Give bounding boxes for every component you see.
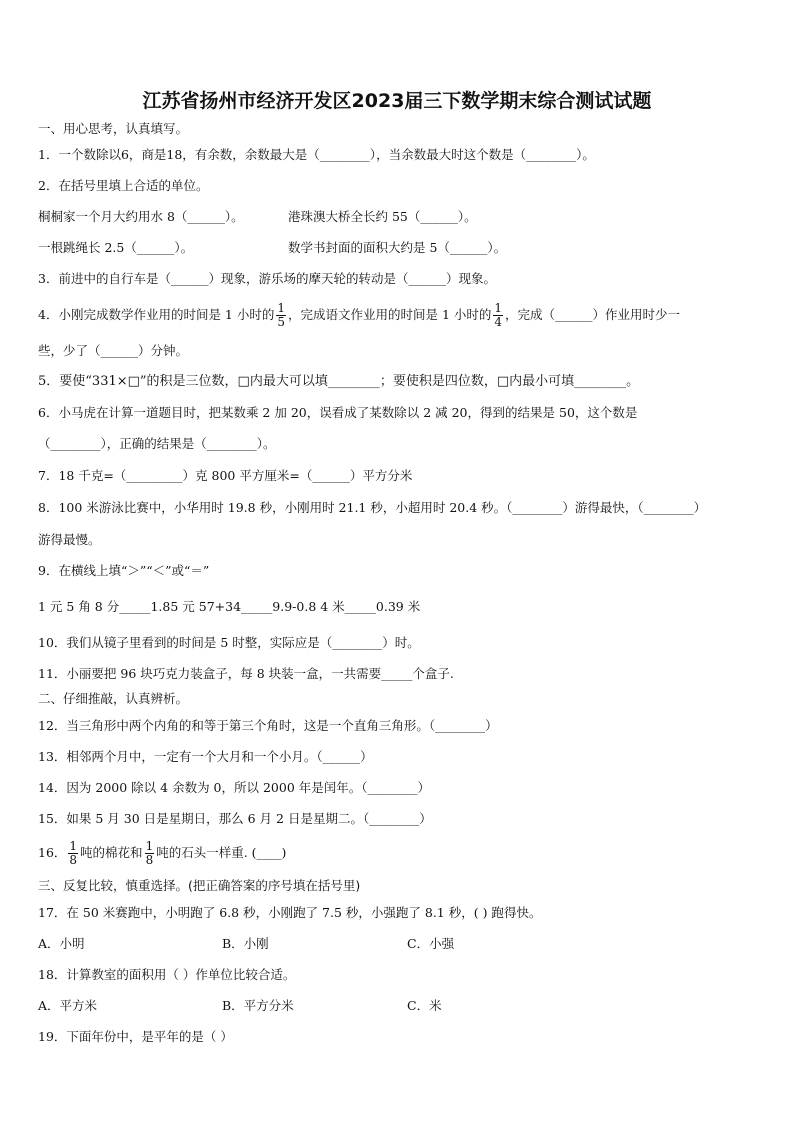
section-heading-3: 三、反复比较，慎重选择。(把正确答案的序号填在括号里) (38, 878, 361, 893)
question-9: 9．在横线上填“＞”“＜”或“＝” (38, 563, 210, 578)
question-15: 15．如果 5 月 30 日是星期日，那么 6 月 2 日是星期二。（________） (38, 811, 432, 826)
question-17-option-b: B．小刚 (222, 936, 269, 951)
fraction-numerator: 1 (145, 839, 154, 853)
question-11: 11．小丽要把 96 块巧克力装盒子，每 8 块装一盒，一共需要_____个盒子. (38, 666, 454, 681)
fraction-one-eighth (145, 840, 155, 867)
question-17: 17．在 50 米赛跑中，小明跑了 6.8 秒，小刚跑了 7.5 秒，小强跑了 8.1 秒，( ) 跑得快。 (38, 905, 542, 920)
question-4-continued: 些，少了（______）分钟。 (38, 343, 189, 358)
fraction-one-fifth (276, 302, 286, 329)
question-1: 1．一个数除以6，商是18，有余数，余数最大是（________），当余数最大时这个数是（________）。 (38, 147, 595, 162)
question-2c: 一根跳绳长 2.5（______）。 (38, 240, 194, 255)
question-2: 2．在括号里填上合适的单位。 (38, 178, 209, 193)
question-18-option-b: B．平方分米 (222, 998, 294, 1013)
question-5: 5．要使“331×□”的积是三位数，□内最大可以填________；要使积是四位数，□内最小可填________。 (38, 374, 640, 389)
fraction-numerator: 1 (69, 839, 78, 853)
fraction-denominator: 4 (494, 315, 503, 329)
question-16-text-a: 吨的棉花和 (80, 845, 143, 860)
question-9-items: 1 元 5 角 8 分_____1.85 元 57+34_____9.9-0.8 4 米_____0.39 米 (38, 599, 421, 614)
question-14: 14．因为 2000 除以 4 余数为 0，所以 2000 年是闰年。（________） (38, 780, 430, 795)
question-16 (38, 838, 286, 868)
fraction-one-fourth (493, 302, 503, 329)
question-13: 13．相邻两个月中，一定有一个大月和一个小月。（______） (38, 749, 373, 764)
question-4 (38, 300, 680, 330)
fraction-numerator: 1 (494, 301, 503, 315)
question-18-option-c: C．米 (407, 998, 442, 1013)
fraction-denominator: 8 (145, 853, 154, 867)
question-10: 10．我们从镜子里看到的时间是 5 时整，实际应是（________）时。 (38, 635, 420, 650)
question-17-option-c: C．小强 (407, 936, 455, 951)
question-18: 18．计算教室的面积用（ ）作单位比较合适。 (38, 967, 296, 982)
question-4-text-a: 4．小刚完成数学作业用的时间是 1 小时的 (38, 307, 275, 322)
question-2b: 港珠澳大桥全长约 55（______）。 (288, 209, 477, 224)
question-18-option-a: A．平方米 (38, 998, 98, 1013)
fraction-numerator: 1 (277, 301, 285, 315)
question-2a: 桐桐家一个月大约用水 8（______）。 (38, 209, 244, 224)
fraction-denominator: 5 (277, 315, 285, 329)
question-16-number: 16． (38, 845, 67, 860)
question-6-continued: （________），正确的结果是（________）。 (38, 436, 276, 451)
question-8-continued: 游得最慢。 (38, 532, 101, 547)
question-12: 12．当三角形中两个内角的和等于第三个角时，这是一个直角三角形。（________） (38, 718, 498, 733)
fraction-denominator: 8 (69, 853, 78, 867)
fraction-one-eighth (68, 840, 78, 867)
question-7: 7．18 千克=（_________）克 800 平方厘米=（______）平方分米 (38, 468, 413, 483)
question-16-text-b: 吨的石头一样重. (____) (156, 845, 287, 860)
question-6: 6．小马虎在计算一道题目时，把某数乘 2 加 20，误看成了某数除以 2 减 20，得到的结果是 50，这个数是 (38, 405, 638, 420)
section-heading-1: 一、用心思考，认真填写。 (38, 121, 189, 136)
question-2d: 数学书封面的面积大约是 5（______）。 (288, 240, 507, 255)
question-19: 19．下面年份中，是平年的是（ ） (38, 1029, 233, 1044)
question-3: 3．前进中的自行车是（______）现象，游乐场的摩天轮的转动是（______）现象。 (38, 271, 496, 286)
question-4-text-b: ，完成语文作业用的时间是 1 小时的 (288, 307, 492, 322)
section-heading-2: 二、仔细推敲，认真辨析。 (38, 691, 189, 706)
page-title: 江苏省扬州市经济开发区2023届三下数学期末综合测试试题 (142, 90, 652, 112)
question-4-text-c: ，完成（______）作业用时少一 (505, 307, 681, 322)
question-17-option-a: A．小明 (38, 936, 85, 951)
question-8: 8．100 米游泳比赛中，小华用时 19.8 秒，小刚用时 21.1 秒，小超用时 20.4 秒。（________）游得最快，（________） (38, 500, 707, 515)
